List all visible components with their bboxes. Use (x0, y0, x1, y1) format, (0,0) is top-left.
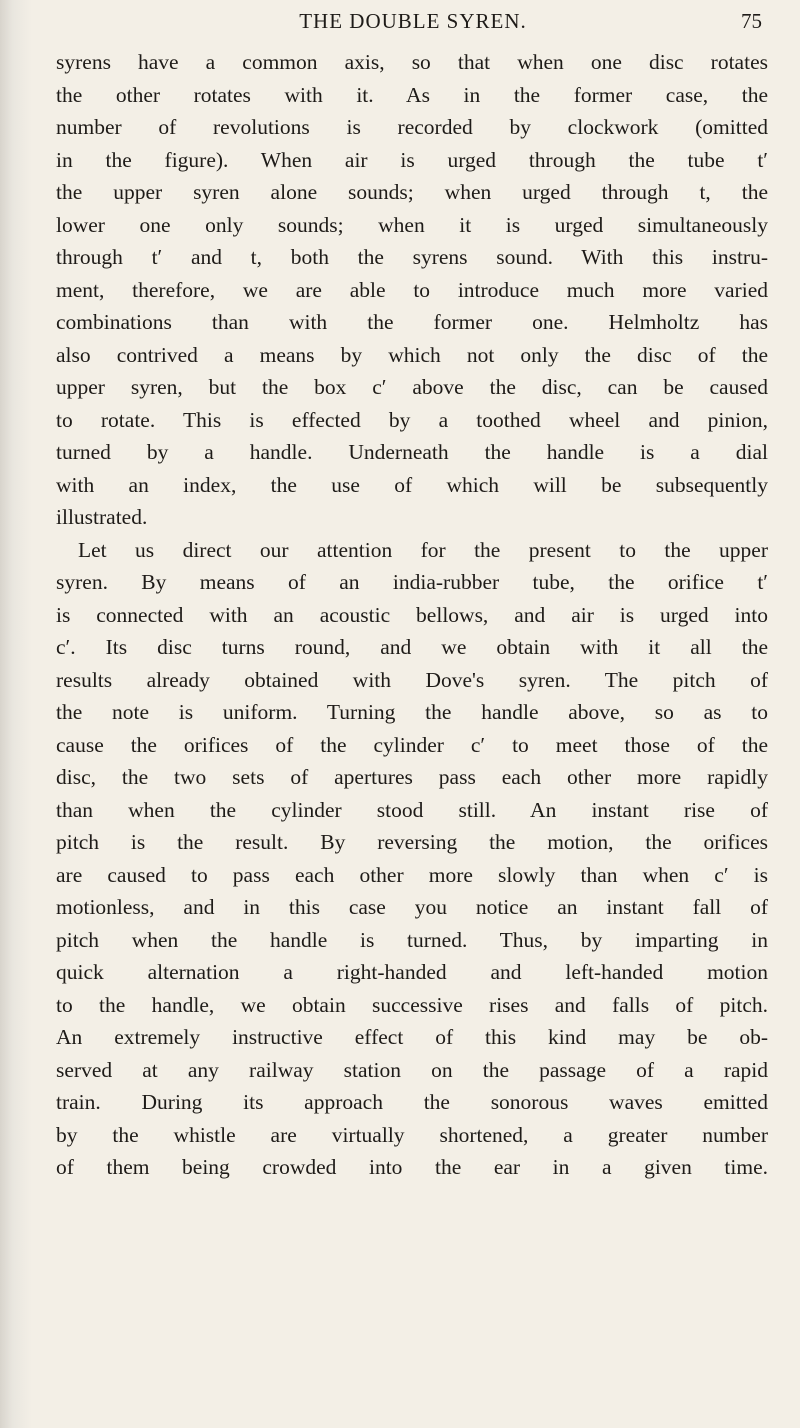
text-line: syren. By means of an india-rubber tube, the orifice t′ (56, 570, 768, 594)
text-line: in the figure). When air is urged through the tube t′ (56, 147, 768, 172)
text-line-paragraph-start: Let us direct our attention for the present to the upper (78, 537, 768, 562)
text-line: to the handle, we obtain successive rises and falls of pitch. (56, 992, 768, 1017)
text-line: syrens have a common axis, so that when one disc rotates (56, 50, 768, 74)
text-line: the note is uniform. Turning the handle above, so as to (56, 700, 768, 724)
text-line: upper syren, but the box c′ above the disc, can be caused (56, 375, 768, 399)
text-line: served at any railway station on the passage of a rapid (56, 1057, 768, 1082)
text-line: pitch when the handle is turned. Thus, by imparting in (56, 927, 768, 952)
text-line: number of revolutions is recorded by clockwork (omitted (56, 115, 768, 139)
text-line: results already obtained with Dove's syren. The pitch of (56, 667, 768, 692)
text-line: cause the orifices of the cylinder c′ to meet those of the (56, 732, 768, 757)
text-line: are caused to pass each other more slowly than when c′ is (56, 862, 768, 887)
text-line: through t′ and t, both the syrens sound. With this instru- (56, 245, 768, 269)
text-line: turned by a handle. Underneath the handle is a dial (56, 440, 768, 464)
text-line: the other rotates with it. As in the former case, the (56, 82, 768, 107)
text-line: c′. Its disc turns round, and we obtain with it all the (56, 635, 768, 659)
text-line: the upper syren alone sounds; when urged through t, the (56, 180, 768, 204)
page-number: 75 (741, 9, 762, 33)
text-line: is connected with an acoustic bellows, and air is urged into (56, 602, 768, 627)
text-line: lower one only sounds; when it is urged simultaneously (56, 212, 768, 237)
page-header (56, 4, 770, 38)
text-line-paragraph-end: illustrated. (56, 505, 148, 529)
text-line: motionless, and in this case you notice an instant fall of (56, 895, 768, 919)
text-line: combinations than with the former one. Helmholtz has (56, 310, 768, 334)
text-line: quick alternation a right-handed and left-handed motion (56, 960, 768, 984)
text-line: ment, therefore, we are able to introduce much more varied (56, 277, 768, 302)
text-line: to rotate. This is effected by a toothed wheel and pinion, (56, 407, 768, 432)
text-line: than when the cylinder stood still. An instant rise of (56, 797, 768, 822)
text-line: disc, the two sets of apertures pass each other more rapidly (56, 765, 768, 789)
text-line: by the whistle are virtually shortened, a greater number (56, 1122, 768, 1147)
running-head: THE DOUBLE SYREN. (299, 9, 527, 33)
text-line: An extremely instructive effect of this kind may be ob- (56, 1025, 768, 1049)
body-text (56, 46, 768, 1184)
text-line: with an index, the use of which will be subsequently (56, 472, 768, 497)
text-line: train. During its approach the sonorous waves emitted (56, 1090, 768, 1114)
text-line: also contrived a means by which not only the disc of the (56, 342, 768, 367)
text-line: pitch is the result. By reversing the motion, the orifices (56, 830, 768, 854)
text-line: of them being crowded into the ear in a given time. (56, 1155, 768, 1179)
